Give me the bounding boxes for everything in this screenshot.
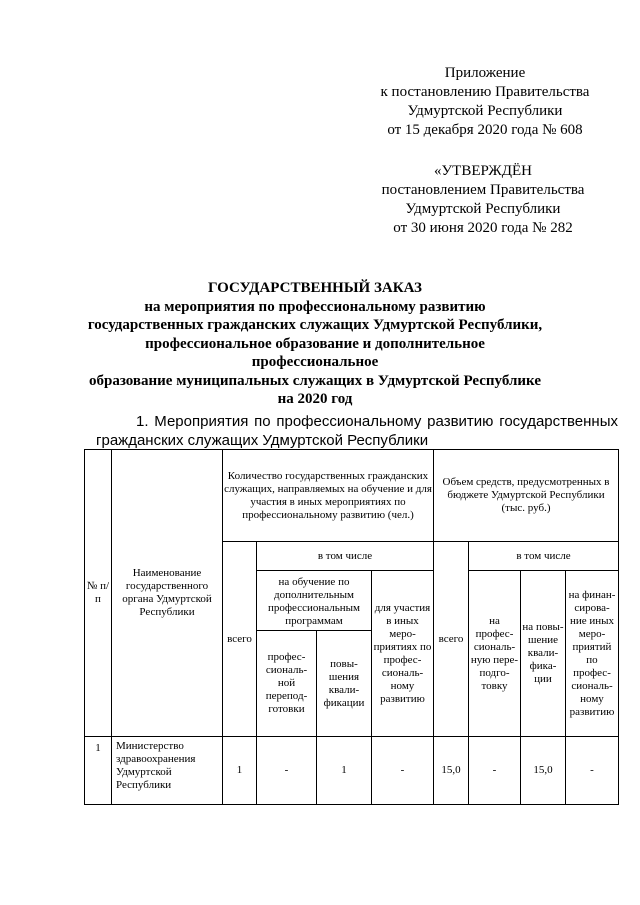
cell-count-retraining: - — [257, 737, 317, 805]
appendix-line: от 15 декабря 2020 года № 608 — [387, 122, 583, 138]
document-title — [80, 279, 550, 409]
header-qualification: повы-шения квали-фикации — [317, 631, 372, 737]
cell-budget-retraining: - — [469, 737, 521, 805]
cell-count-qualification: 1 — [317, 737, 372, 805]
header-num: № п/п — [85, 450, 112, 737]
cell-name: Министерство здравоохранения Удмуртской Республики — [112, 737, 223, 805]
header-training: на обучение по дополнительным профессиональным программам — [257, 571, 372, 631]
table-header-row — [85, 450, 619, 542]
header-budget-group: Объем средств, предусмотренных в бюджете Удмуртской Республики (тыс. руб.) — [434, 450, 619, 542]
title-line: государственных гражданских служащих Удмуртской Республики, — [87, 317, 543, 333]
appendix-block — [360, 64, 610, 140]
cell-num: 1 — [85, 737, 112, 805]
header-budget-including: в том числе — [469, 542, 619, 571]
title-line: ГОСУДАРСТВЕННЫЙ ЗАКАЗ — [208, 280, 422, 296]
header-other-events: для участия в иных меро-приятиях по профес-сиональ-ному развитию — [372, 571, 434, 737]
title-line: профессиональное образование и дополнительное профессиональное — [145, 335, 485, 370]
title-line: на 2020 год — [277, 391, 353, 407]
table-row — [85, 737, 619, 805]
header-count-total: всего — [223, 542, 257, 737]
header-retraining: профес-сиональ-ной перепод-готовки — [257, 631, 317, 737]
header-budget-retraining: на профес-сиональ-ную пере-подго-товку — [469, 571, 521, 737]
title-line: образование муниципальных служащих в Удмуртской Республике — [89, 372, 541, 389]
cell-budget-qualification: 15,0 — [521, 737, 566, 805]
header-count-group: Количество государственных гражданских служащих, направляемых на обучение и для участия в иных мероприятиях по профессиональному развитию (чел.) — [223, 450, 434, 542]
state-order-table — [84, 449, 619, 805]
approved-line: от 30 июня 2020 года № 282 — [393, 220, 573, 236]
approved-line: «УТВЕРЖДЁН — [434, 163, 532, 179]
header-count-including: в том числе — [257, 542, 434, 571]
section-heading-line: гражданских служащих Удмуртской Республики — [96, 432, 429, 449]
header-budget-total: всего — [434, 542, 469, 737]
appendix-line: к постановлению Правительства — [380, 84, 590, 100]
header-budget-other: на финан-сирова-ние иных меро-приятий по профес-сиональ-ному развитию — [566, 571, 619, 737]
approved-block — [358, 162, 608, 238]
cell-count-other: - — [372, 737, 434, 805]
appendix-line: Удмуртской Республики — [407, 103, 563, 119]
header-name: Наименование государственного органа Удмуртской Республики — [112, 450, 223, 737]
section-heading — [96, 412, 618, 450]
section-heading-line: 1. Мероприятия по профессиональному развитию государственных — [136, 413, 618, 430]
approved-line: постановлением Правительства — [381, 182, 585, 198]
appendix-line: Приложение — [444, 65, 526, 81]
header-budget-qualification: на повы-шение квали-фика-ции — [521, 571, 566, 737]
approved-line: Удмуртской Республики — [405, 201, 561, 217]
cell-count-total: 1 — [223, 737, 257, 805]
cell-budget-total: 15,0 — [434, 737, 469, 805]
title-line: на мероприятия по профессиональному развитию — [144, 298, 486, 315]
cell-budget-other: - — [566, 737, 619, 805]
